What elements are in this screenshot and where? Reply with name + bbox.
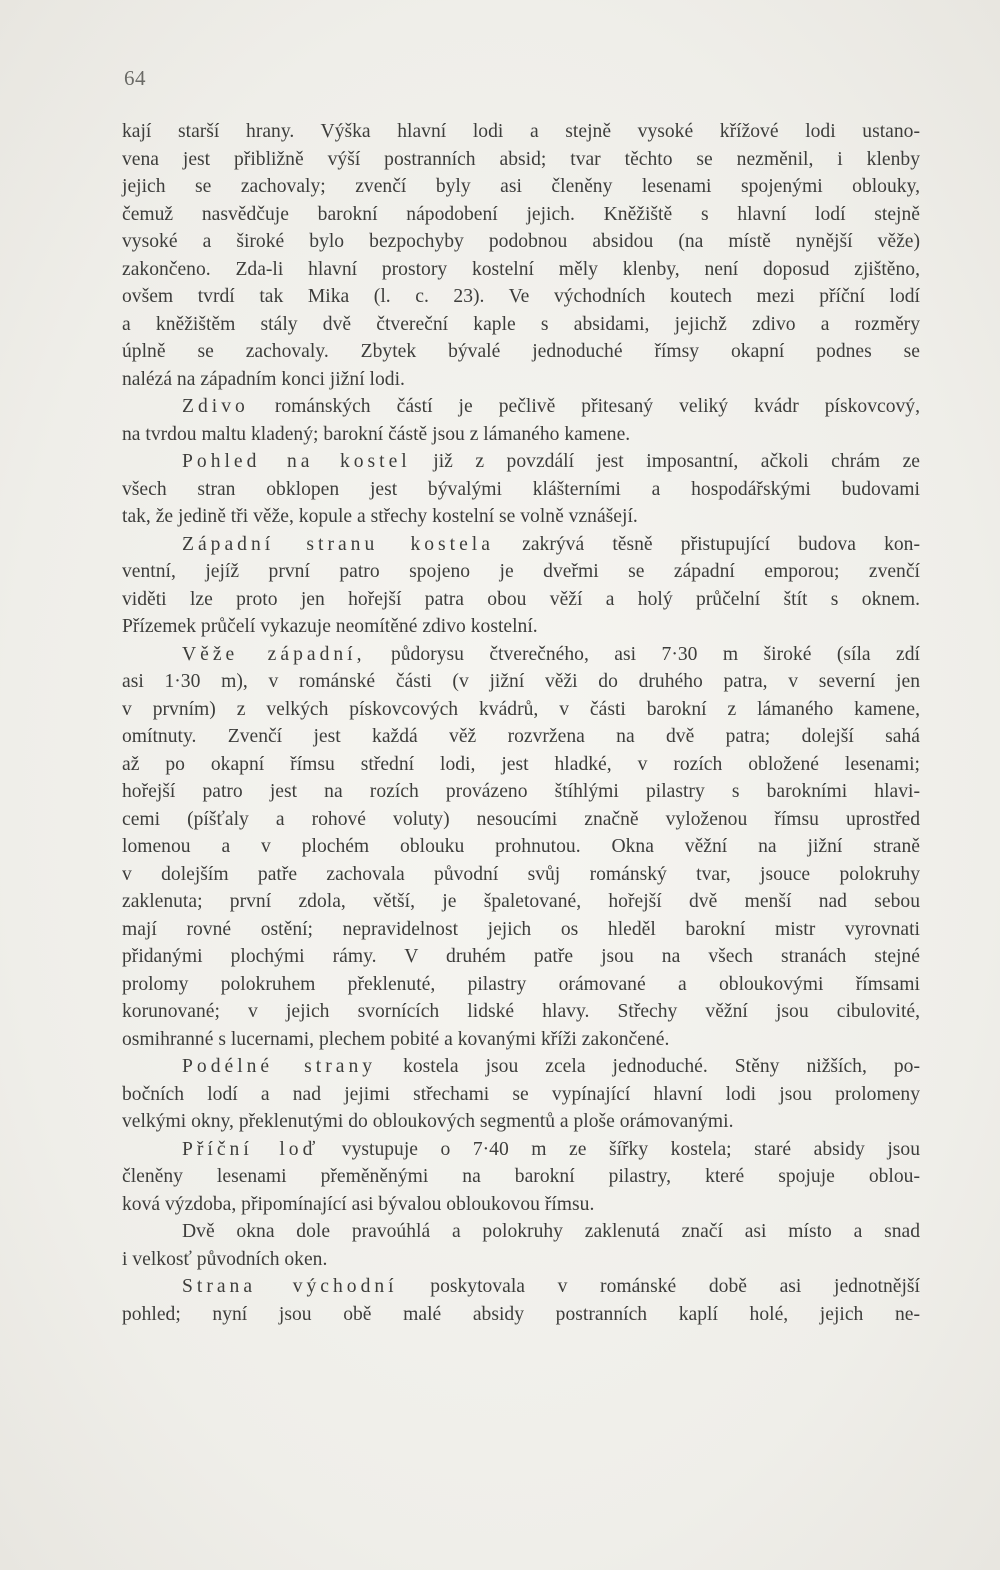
text-line [122, 971, 920, 999]
spaced-heading: Věže západní, [182, 643, 366, 665]
text-line [122, 806, 920, 834]
line-text: zakrývá těsně přistupující budova kon- [493, 533, 920, 555]
text-line [122, 1081, 920, 1109]
text-line [122, 338, 920, 366]
line-text: asi 1·30 m), v románské části (v jižní věži do druhého patra, v severní jen [122, 671, 920, 692]
line-text: nalézá na západním konci jižní lodi. [122, 368, 405, 390]
line-text: kostela jsou zcela jednoduché. Stěny nižších, po- [376, 1056, 920, 1077]
text-line [122, 861, 920, 889]
line-text: v dolejším patře zachovala původní svůj románský tvar, jsouce polokruhy [122, 863, 920, 885]
text-line [122, 173, 920, 201]
line-text: lomenou a v plochém oblouku prohnutou. Okna věžní na jižní straně [122, 836, 920, 857]
text-line [122, 393, 920, 421]
text-line [122, 998, 920, 1026]
line-text: bočních lodí a nad jejimi střechami se vypínající hlavní lodi jsou prolomeny [122, 1083, 920, 1105]
text-line [122, 943, 920, 971]
text-line [122, 1053, 920, 1081]
line-text: půdorysu čtverečného, asi 7·30 m široké (síla zdí [365, 643, 920, 665]
spaced-heading: Podélné strany [182, 1056, 377, 1077]
line-text: až po okapní římsu střední lodi, jest hladké, v rozích obložené lesenami; [122, 753, 920, 775]
line-text: a kněžištěm stály dvě čtvereční kaple s absidami, jejichž zdivo a rozměry [122, 313, 920, 335]
line-text: jejich se zachovaly; zvenčí byly asi členěny lesenami spojenými oblouky, [122, 176, 920, 197]
line-text: pohled; nyní jsou obě malé absidy postranních kaplí holé, jejich ne- [122, 1303, 920, 1325]
text-line [122, 751, 920, 779]
line-text: v prvním) z velkých pískovcových kvádrů, v části barokní z lámaného kamene, [122, 698, 920, 720]
line-text: tak, že jedině tři věže, kopule a střechy kostelní se volně vznášejí. [122, 506, 638, 527]
text-line [122, 256, 920, 284]
text-line [122, 833, 920, 861]
text-line [122, 503, 920, 531]
text-line [122, 1191, 920, 1219]
text-line [122, 201, 920, 229]
line-text: přidanými plochými rámy. V druhém patře jsou na všech stranách stejné [122, 946, 920, 967]
spaced-heading: Pohled na kostel [182, 451, 411, 472]
line-text: úplně se zachovaly. Zbytek bývalé jednoduché římsy okapní podnes se [122, 341, 920, 362]
text-line [122, 1163, 920, 1191]
text-line [122, 531, 920, 559]
line-text: členěny lesenami přeměněnými na barokní pilastry, které spojuje oblou- [122, 1166, 920, 1187]
line-text: poskytovala v románské době asi jednotnější [397, 1276, 920, 1297]
line-text: i velkosť původních oken. [122, 1248, 328, 1270]
line-text: zakončeno. Zda-li hlavní prostory kostelní měly klenby, není doposud zjištěno, [122, 258, 920, 280]
line-text: hořejší patro jest na rozích provázeno štíhlými pilastry s barokními hlavi- [122, 781, 920, 802]
text-line [122, 421, 920, 449]
text-line [122, 668, 920, 696]
text-line [122, 1246, 920, 1274]
text-line [122, 228, 920, 256]
text-line [122, 1136, 920, 1164]
line-text: vystupuje o 7·40 m ze šířky kostela; staré absidy jsou [319, 1138, 921, 1160]
text-line [122, 641, 920, 669]
line-text: již z povzdálí jest imposantní, ačkoli chrám ze [410, 451, 920, 472]
text-line [122, 476, 920, 504]
line-text: korunované; v jejich svornících lidské hlavy. Střechy věžní jsou cibulovité, [122, 1001, 920, 1022]
text-line [122, 888, 920, 916]
line-text: románských částí je pečlivě přitesaný veliký kvádr pískovcový, [248, 396, 920, 417]
line-text: na tvrdou maltu kladený; barokní částě jsou z lámaného kamene. [122, 423, 631, 445]
spaced-heading: Západní stranu kostela [182, 533, 494, 555]
line-text: omítnuty. Zvenčí jest každá věž rozvržena na dvě patra; dolejší sahá [122, 726, 920, 747]
line-text: ovšem tvrdí tak Mika (l. c. 23). Ve východních koutech mezi příční lodí [122, 286, 920, 307]
line-text: cemi (píšťaly a rohové voluty) nesoucími značně vyloženou římsu uprostřed [122, 808, 920, 830]
text-line [122, 916, 920, 944]
page-number: 64 [124, 66, 146, 90]
text-line [122, 586, 920, 614]
line-text: vena jest přibližně výší postranních absid; tvar těchto se nezměnil, i klenby [122, 148, 920, 170]
line-text: mají rovné ostění; nepravidelnost jejich os hleděl barokní mistr vyrovnati [122, 918, 920, 940]
text-line [122, 118, 920, 146]
line-text: kají starší hrany. Výška hlavní lodi a stejně vysoké křížové lodi ustano- [122, 121, 920, 142]
line-text: ventní, jejíž první patro spojeno je dveřmi se západní emporou; zvenčí [122, 561, 920, 582]
spaced-heading: Příční loď [182, 1138, 320, 1160]
text-line [122, 696, 920, 724]
text-line [122, 366, 920, 394]
line-text: osmihranné s lucernami, plechem pobité a kovanými kříži zakončené. [122, 1028, 670, 1050]
line-text: Dvě okna dole pravoúhlá a polokruhy zaklenutá značí asi místo a snad [182, 1221, 920, 1242]
text-line [122, 311, 920, 339]
text-line [122, 1273, 920, 1301]
spaced-heading: Zdivo [182, 396, 249, 417]
text-line [122, 1218, 920, 1246]
text-line [122, 1301, 920, 1329]
text-line [122, 723, 920, 751]
text-line [122, 613, 920, 641]
line-text: zaklenuta; první zdola, větší, je špaletované, hořejší dvě menší nad sebou [122, 891, 920, 912]
text-line [122, 146, 920, 174]
line-text: prolomy polokruhem překlenuté, pilastry orámované a obloukovými římsami [122, 973, 920, 995]
text-line [122, 1026, 920, 1054]
text-line [122, 1108, 920, 1136]
text-line [122, 558, 920, 586]
line-text: velkými okny, překlenutými do obloukových segmentů a ploše orámovanými. [122, 1111, 734, 1132]
line-text: viděti lze proto jen hořejší patra obou věží a holý průčelní štít s oknem. [122, 588, 920, 610]
text-line [122, 778, 920, 806]
spaced-heading: Strana východní [182, 1276, 398, 1297]
line-text: ková výzdoba, připomínající asi bývalou obloukovou římsu. [122, 1193, 595, 1215]
text-line [122, 448, 920, 476]
line-text: Přízemek průčelí vykazuje neomítěné zdivo kostelní. [122, 616, 538, 637]
line-text: všech stran obklopen jest bývalými klášterními a hospodářskými budovami [122, 478, 920, 500]
line-text: vysoké a široké bylo bezpochyby podobnou absidou (na místě nynější věže) [122, 231, 920, 252]
body-text [122, 118, 920, 1328]
text-line [122, 283, 920, 311]
line-text: čemuž nasvědčuje barokní nápodobení jejich. Kněžiště s hlavní lodí stejně [122, 203, 920, 225]
